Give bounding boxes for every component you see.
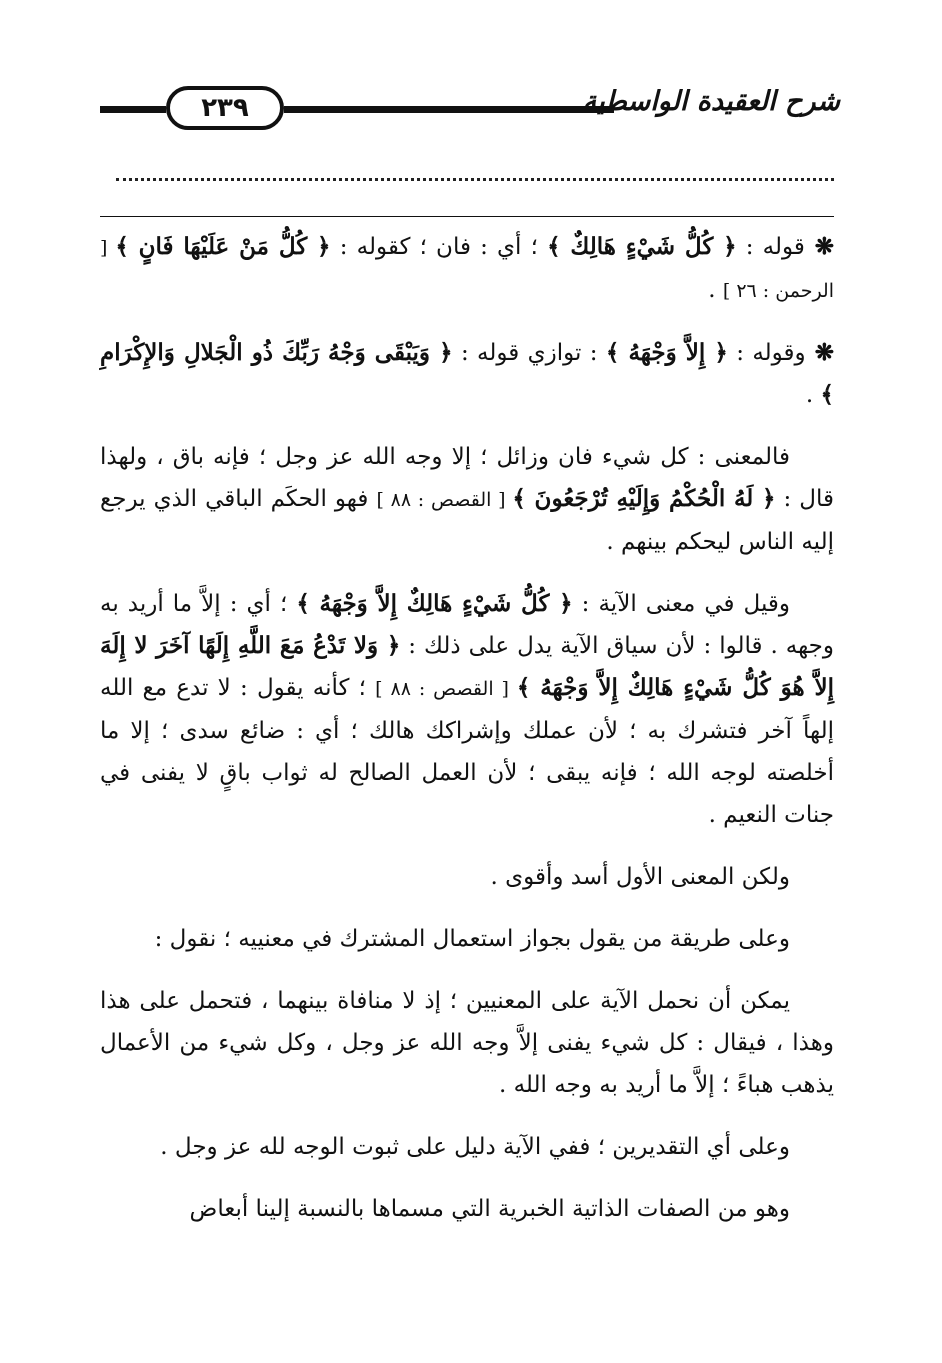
verse-reference: [ القصص : ٨٨ ]	[375, 678, 517, 700]
body-text: يمكن أن نحمل الآية على المعنيين ؛ إذ لا منافاة بينهما ، فتحمل على هذا وهذا ، فيقال : كل شيء يفنى إلاَّ وجه الله عز وجل ، وكل شيء من الأعمال يذهب هباءً ؛ إلاَّ ما أريد به وجه الله .	[100, 988, 834, 1098]
paragraph-p1	[100, 226, 834, 312]
body-text: ؛ أي : فان ؛ كقوله :	[330, 234, 548, 260]
page-body	[100, 226, 834, 1250]
quran-quote: ﴿ وَيَبْقَى وَجْهُ رَبِّكَ ذُو الْجَلالِ وَالإِكْرَامِ ﴾	[100, 339, 834, 408]
verse-reference: [ القصص : ٨٨ ]	[376, 489, 513, 511]
quran-quote: ﴿ كُلُّ شَيْءٍ هَالِكٌ ﴾	[547, 233, 737, 260]
bullet-star-icon: ❋	[804, 233, 835, 260]
body-text: وعلى أي التقديرين ؛ ففي الآية دليل على ثبوت الوجه لله عز وجل .	[160, 1134, 790, 1160]
running-title: شرح العقيدة الواسطية	[582, 86, 840, 117]
dotted-divider	[116, 178, 834, 181]
quran-quote: ﴿ كُلُّ مَنْ عَلَيْهَا فَانٍ ﴾	[115, 233, 331, 260]
body-text: .	[708, 277, 723, 303]
header-separator	[100, 216, 834, 217]
paragraph-p7	[100, 980, 834, 1106]
paragraph-p9	[100, 1188, 834, 1230]
body-text: وقيل في معنى الآية :	[572, 591, 791, 617]
body-text: فهو الحكَم الباقي الذي يرجع إليه الناس ليحكم بينهم .	[100, 486, 834, 555]
paragraph-p4	[100, 583, 834, 836]
paragraph-p8	[100, 1126, 834, 1168]
body-text: : توازي قوله :	[452, 340, 606, 366]
body-text: وعلى طريقة من يقول بجواز استعمال المشترك في معنييه ؛ نقول :	[154, 926, 790, 952]
body-text: قوله :	[736, 234, 805, 260]
body-text: ؛ أي : إلاَّ ما أريد به وجهه . قالوا : لأن سياق الآية يدل على ذلك :	[100, 591, 834, 659]
quran-quote: ﴿ كُلُّ شَيْءٍ هَالِكٌ إِلاَّ وَجْهَهُ ﴾	[296, 590, 573, 617]
body-text: وقوله :	[727, 340, 806, 366]
verse-reference: [ الرحمن : ٢٦ ]	[100, 237, 834, 302]
quran-quote: ﴿ لَهُ الْحُكْمُ وَإِلَيْهِ تُرْجَعُونَ ﴾	[512, 485, 776, 512]
quran-quote: ﴿ وَلا تَدْعُ مَعَ اللَّهِ إِلَهًا آخَرَ لا إِلَهَ إِلاَّ هُوَ كُلُّ شَيْءٍ هَالِكٌ إِلاَّ وَجْهَهُ ﴾	[100, 632, 835, 701]
page-header	[100, 78, 840, 138]
paragraph-p6	[100, 918, 834, 960]
quran-quote: ﴿ إِلاَّ وَجْهَهُ ﴾	[605, 339, 728, 366]
page-number: ٢٣٩	[166, 86, 284, 130]
body-text: فالمعنى : كل شيء فان وزائل ؛ إلا وجه الله عز وجل ؛ فإنه باق ، ولهذا قال :	[100, 444, 835, 512]
bullet-star-icon: ❋	[805, 339, 834, 366]
body-text: وهو من الصفات الذاتية الخبرية التي مسماها بالنسبة إلينا أبعاض	[189, 1196, 790, 1222]
header-rule-left	[100, 106, 166, 113]
body-text: .	[805, 382, 821, 408]
header-rule-right	[284, 106, 614, 113]
body-text: ؛ كأنه يقول : لا تدع مع الله إلهاً آخر فتشرك به ؛ لأن عملك وإشراكك هالك ؛ أي : ضائع سدى ؛ إلا ما أخلصته لوجه الله ؛ فإنه يبقى ؛ لأن العمل الصالح له ثواب باقٍ لا يفنى في جنات النعيم .	[100, 675, 834, 828]
body-text: ولكن المعنى الأول أسد وأقوى .	[490, 864, 790, 890]
paragraph-p5	[100, 856, 834, 898]
paragraph-p2	[100, 332, 834, 416]
paragraph-p3	[100, 436, 834, 563]
